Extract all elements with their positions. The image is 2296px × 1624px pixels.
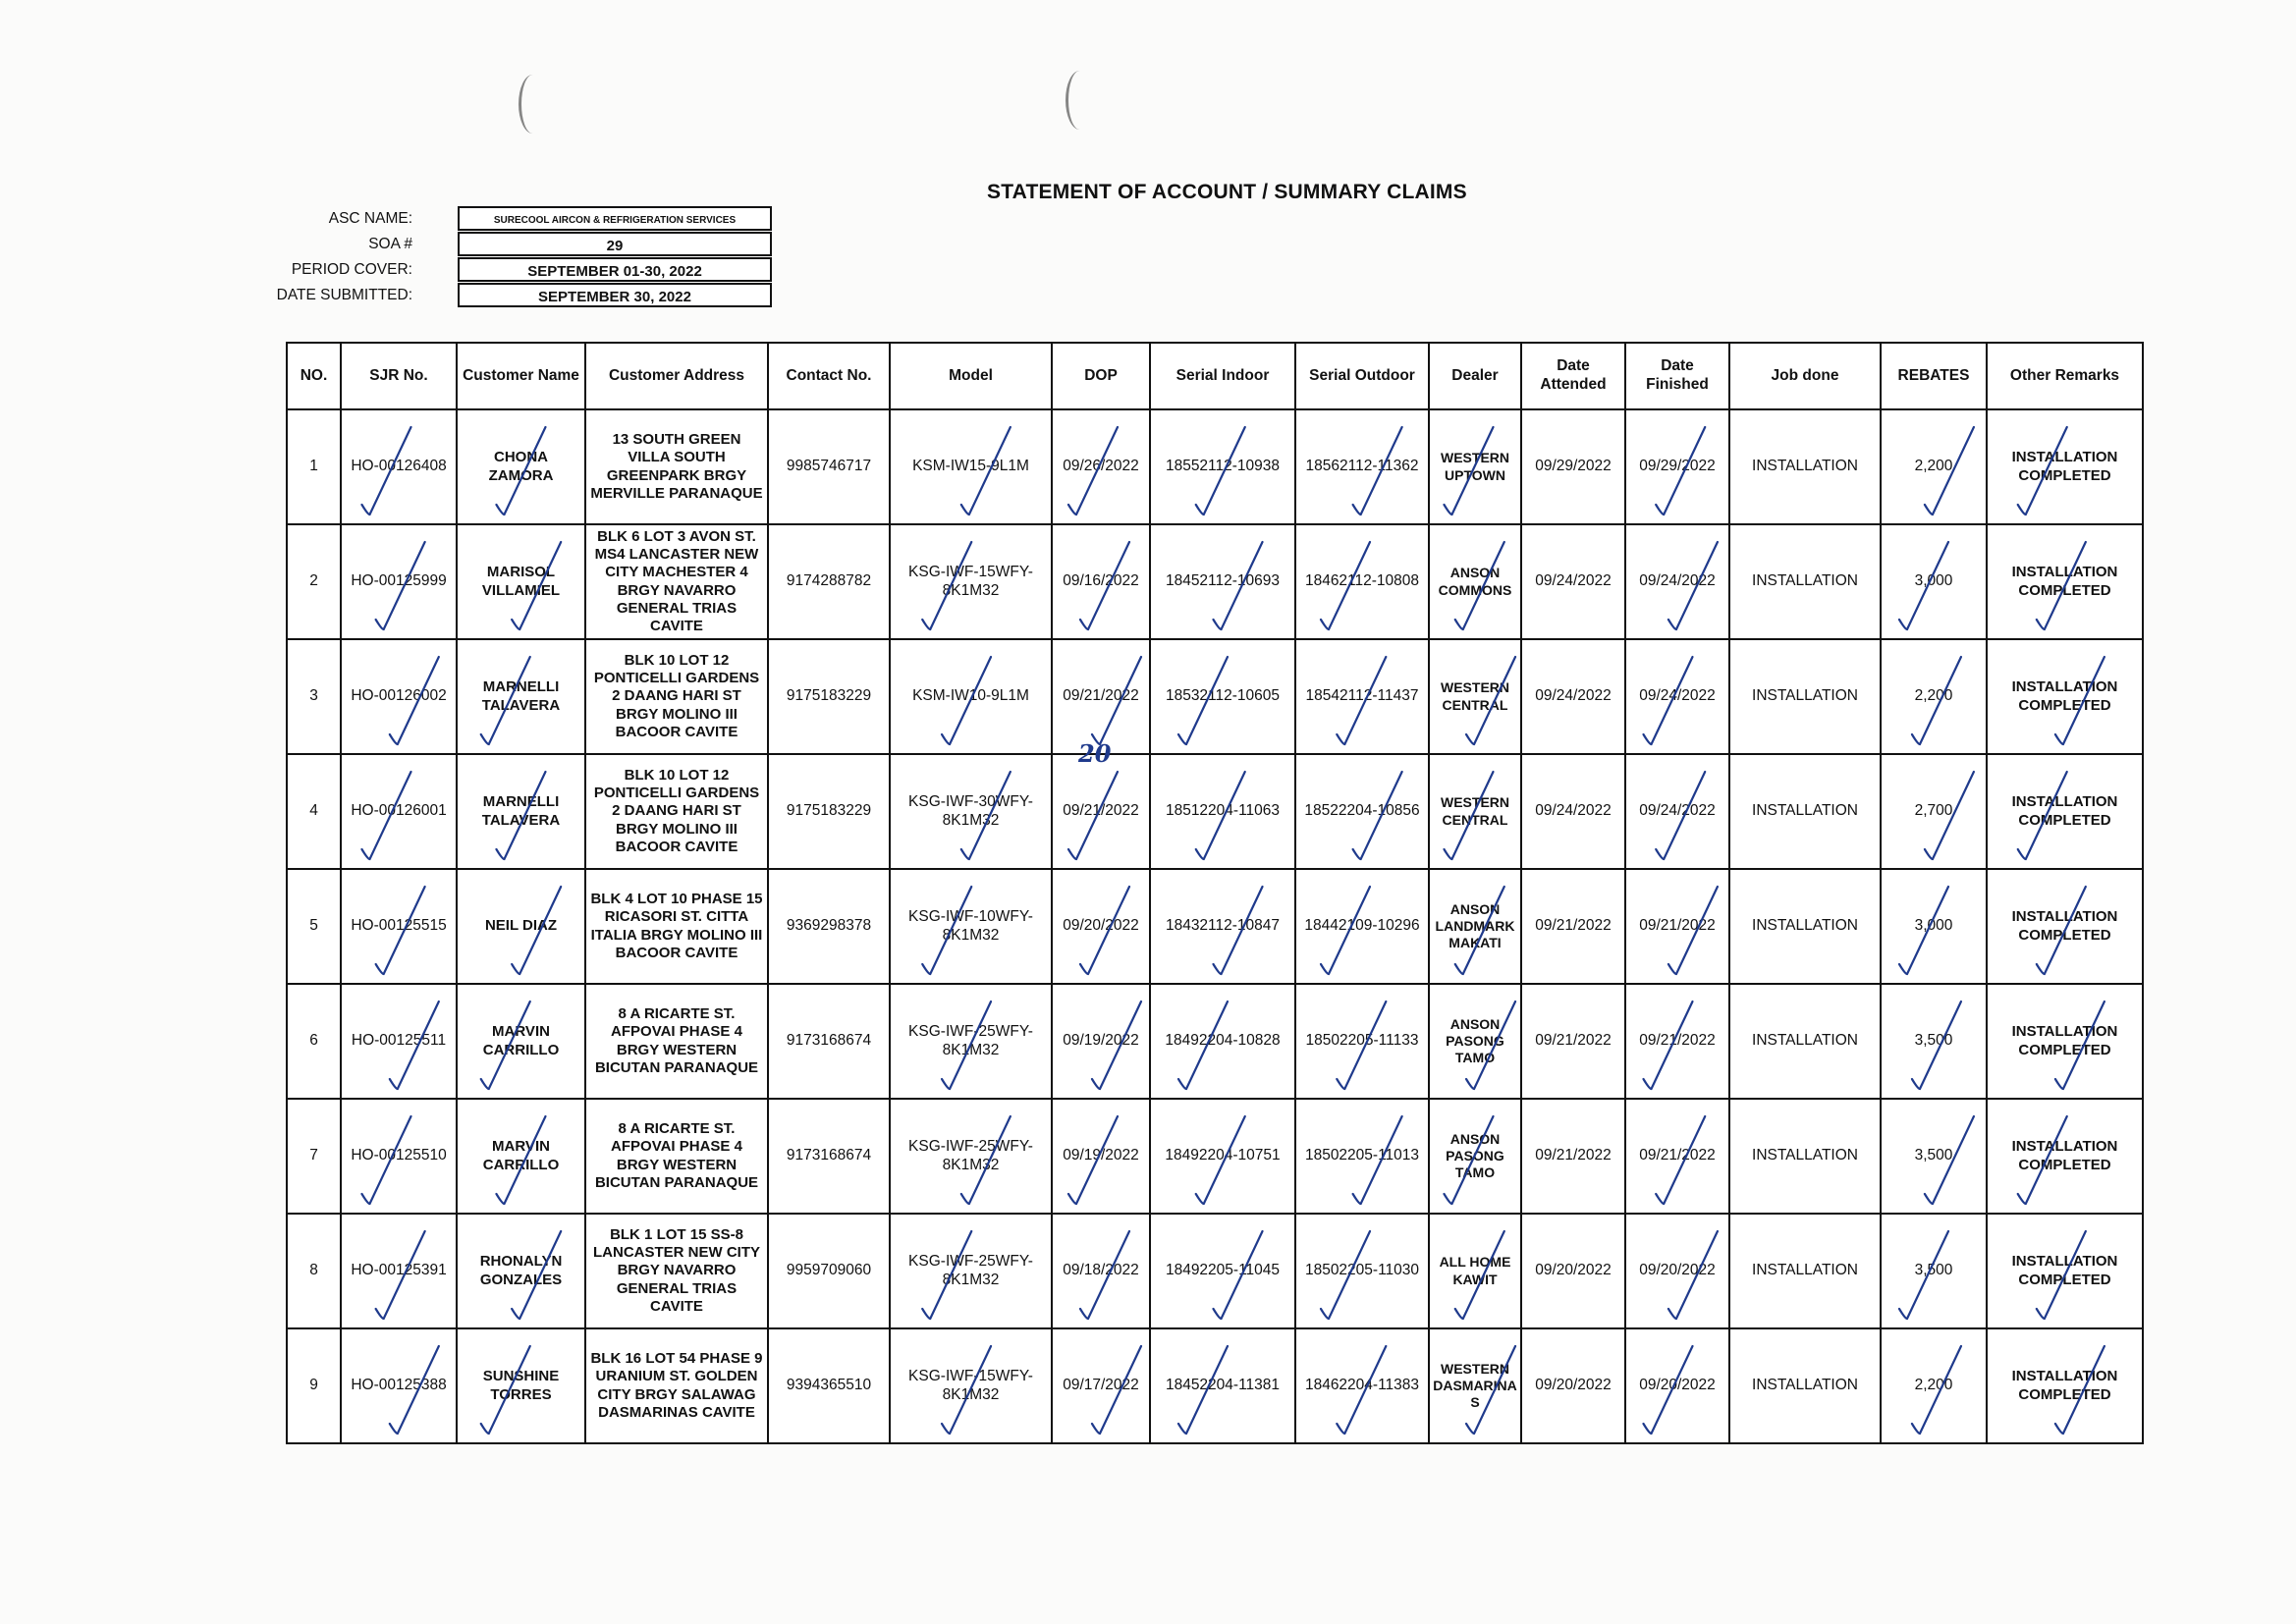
field-value: 29 [458,232,772,256]
date-of-purchase: 09/19/2022 [1052,1099,1150,1214]
serial-outdoor: 18522204-10856 [1295,754,1429,869]
claims-table [286,342,2144,1444]
date-of-purchase: 09/20/2022 [1052,869,1150,984]
customer-name: NEIL DIAZ [457,869,585,984]
table-row [287,409,2143,524]
serial-outdoor: 18562112-11362 [1295,409,1429,524]
rebates: 3,000 [1881,869,1987,984]
sjr-number: HO-00125510 [341,1099,457,1214]
col-header-sjr: SJR No. [341,343,457,409]
serial-indoor: 18492204-10828 [1150,984,1295,1099]
date-of-purchase: 09/21/2022 [1052,639,1150,754]
row-no: 3 [287,639,341,754]
date-of-purchase: 09/21/2022 [1052,754,1150,869]
customer-name: MARVIN CARRILLO [457,1099,585,1214]
dealer: WESTERN UPTOWN [1429,409,1521,524]
rebates: 3,500 [1881,1099,1987,1214]
serial-outdoor: 18542112-11437 [1295,639,1429,754]
job-done: INSTALLATION [1729,869,1881,984]
dealer: ANSON PASONG TAMO [1429,1099,1521,1214]
field-value: SEPTEMBER 01-30, 2022 [458,257,772,282]
contact-number: 9959709060 [768,1214,890,1328]
date-finished: 09/21/2022 [1625,1099,1729,1214]
contact-number: 9369298378 [768,869,890,984]
row-no: 9 [287,1328,341,1443]
customer-address: BLK 6 LOT 3 AVON ST. MS4 LANCASTER NEW CITY MACHESTER 4 BRGY NAVARRO GENERAL TRIAS CAVITE [585,524,768,639]
model: KSG-IWF-15WFY-8K1M32 [890,1328,1052,1443]
table-row [287,639,2143,754]
col-header-contact: Contact No. [768,343,890,409]
sjr-number: HO-00126408 [341,409,457,524]
customer-address: BLK 1 LOT 15 SS-8 LANCASTER NEW CITY BRGY NAVARRO GENERAL TRIAS CAVITE [585,1214,768,1328]
date-finished: 09/21/2022 [1625,869,1729,984]
model: KSG-IWF-25WFY-8K1M32 [890,984,1052,1099]
serial-indoor: 18492205-11045 [1150,1214,1295,1328]
col-header-date-finished: Date Finished [1625,343,1729,409]
date-finished: 09/29/2022 [1625,409,1729,524]
table-header-row [287,343,2143,409]
contact-number: 9174288782 [768,524,890,639]
date-of-purchase: 09/16/2022 [1052,524,1150,639]
customer-name: MARNELLI TALAVERA [457,754,585,869]
row-no: 4 [287,754,341,869]
serial-indoor: 18432112-10847 [1150,869,1295,984]
dealer: WESTERN CENTRAL [1429,754,1521,869]
job-done: INSTALLATION [1729,1214,1881,1328]
job-done: INSTALLATION [1729,754,1881,869]
field-value: SURECOOL AIRCON & REFRIGERATION SERVICES [458,206,772,231]
date-finished: 09/24/2022 [1625,754,1729,869]
sjr-number: HO-00125511 [341,984,457,1099]
col-header-serial-outdoor: Serial Outdoor [1295,343,1429,409]
model: KSM-IW10-9L1M [890,639,1052,754]
punch-mark-right [1066,71,1094,130]
dealer: ALL HOME KAWIT [1429,1214,1521,1328]
customer-address: BLK 10 LOT 12 PONTICELLI GARDENS 2 DAANG HARI ST BRGY MOLINO III BACOOR CAVITE [585,754,768,869]
rebates: 3,500 [1881,984,1987,1099]
col-header-date-attended: Date Attended [1521,343,1625,409]
other-remarks: INSTALLATION COMPLETED [1987,1099,2143,1214]
customer-name: SUNSHINE TORRES [457,1328,585,1443]
other-remarks: INSTALLATION COMPLETED [1987,754,2143,869]
date-attended: 09/24/2022 [1521,639,1625,754]
table-row [287,869,2143,984]
col-header-other-remarks: Other Remarks [1987,343,2143,409]
dealer: ANSON PASONG TAMO [1429,984,1521,1099]
customer-name: MARISOL VILLAMIEL [457,524,585,639]
serial-outdoor: 18462112-10808 [1295,524,1429,639]
date-of-purchase: 09/26/2022 [1052,409,1150,524]
table-row [287,1099,2143,1214]
model: KSG-IWF-25WFY-8K1M32 [890,1099,1052,1214]
sjr-number: HO-00126002 [341,639,457,754]
model: KSG-IWF-15WFY-8K1M32 [890,524,1052,639]
date-finished: 09/24/2022 [1625,639,1729,754]
dealer: ANSON LANDMARK MAKATI [1429,869,1521,984]
rebates: 2,700 [1881,754,1987,869]
other-remarks: INSTALLATION COMPLETED [1987,409,2143,524]
customer-name: MARVIN CARRILLO [457,984,585,1099]
dealer: WESTERN CENTRAL [1429,639,1521,754]
row-no: 5 [287,869,341,984]
model: KSG-IWF-25WFY-8K1M32 [890,1214,1052,1328]
field-label: PERIOD COVER: [291,261,412,278]
rebates: 2,200 [1881,639,1987,754]
field-value: SEPTEMBER 30, 2022 [458,283,772,307]
job-done: INSTALLATION [1729,1099,1881,1214]
customer-name: RHONALYN GONZALES [457,1214,585,1328]
model: KSM-IW15-9L1M [890,409,1052,524]
date-attended: 09/24/2022 [1521,754,1625,869]
job-done: INSTALLATION [1729,524,1881,639]
serial-outdoor: 18502205-11030 [1295,1214,1429,1328]
customer-name: CHONA ZAMORA [457,409,585,524]
contact-number: 9985746717 [768,409,890,524]
punch-mark-left [519,75,547,134]
contact-number: 9173168674 [768,984,890,1099]
sjr-number: HO-00126001 [341,754,457,869]
date-attended: 09/21/2022 [1521,869,1625,984]
serial-outdoor: 18502205-11133 [1295,984,1429,1099]
other-remarks: INSTALLATION COMPLETED [1987,639,2143,754]
customer-address: 13 SOUTH GREEN VILLA SOUTH GREENPARK BRGY MERVILLE PARANAQUE [585,409,768,524]
col-header-no: NO. [287,343,341,409]
col-header-serial-indoor: Serial Indoor [1150,343,1295,409]
sjr-number: HO-00125388 [341,1328,457,1443]
serial-indoor: 18452112-10693 [1150,524,1295,639]
job-done: INSTALLATION [1729,639,1881,754]
dealer: WESTERN DASMARINAS [1429,1328,1521,1443]
date-attended: 09/21/2022 [1521,984,1625,1099]
customer-address: 8 A RICARTE ST. AFPOVAI PHASE 4 BRGY WESTERN BICUTAN PARANAQUE [585,1099,768,1214]
row-no: 1 [287,409,341,524]
customer-address: 8 A RICARTE ST. AFPOVAI PHASE 4 BRGY WESTERN BICUTAN PARANAQUE [585,984,768,1099]
serial-indoor: 18512204-11063 [1150,754,1295,869]
col-header-model: Model [890,343,1052,409]
model: KSG-IWF-30WFY-8K1M32 [890,754,1052,869]
other-remarks: INSTALLATION COMPLETED [1987,524,2143,639]
col-header-dop: DOP [1052,343,1150,409]
date-finished: 09/24/2022 [1625,524,1729,639]
contact-number: 9394365510 [768,1328,890,1443]
serial-indoor: 18532112-10605 [1150,639,1295,754]
date-of-purchase: 09/19/2022 [1052,984,1150,1099]
col-header-job-done: Job done [1729,343,1881,409]
job-done: INSTALLATION [1729,409,1881,524]
table-row [287,1328,2143,1443]
date-finished: 09/20/2022 [1625,1214,1729,1328]
model: KSG-IWF-10WFY-8K1M32 [890,869,1052,984]
document-title: STATEMENT OF ACCOUNT / SUMMARY CLAIMS [987,181,1467,203]
serial-indoor: 18452204-11381 [1150,1328,1295,1443]
serial-indoor: 18552112-10938 [1150,409,1295,524]
row-no: 6 [287,984,341,1099]
sjr-number: HO-00125515 [341,869,457,984]
rebates: 2,200 [1881,1328,1987,1443]
other-remarks: INSTALLATION COMPLETED [1987,869,2143,984]
date-finished: 09/21/2022 [1625,984,1729,1099]
date-attended: 09/20/2022 [1521,1328,1625,1443]
other-remarks: INSTALLATION COMPLETED [1987,1214,2143,1328]
date-attended: 09/21/2022 [1521,1099,1625,1214]
field-label: DATE SUBMITTED: [276,287,412,303]
contact-number: 9175183229 [768,754,890,869]
customer-address: BLK 16 LOT 54 PHASE 9 URANIUM ST. GOLDEN CITY BRGY SALAWAG DASMARINAS CAVITE [585,1328,768,1443]
row-no: 2 [287,524,341,639]
contact-number: 9175183229 [768,639,890,754]
date-of-purchase: 09/18/2022 [1052,1214,1150,1328]
col-header-rebates: REBATES [1881,343,1987,409]
rebates: 2,200 [1881,409,1987,524]
other-remarks: INSTALLATION COMPLETED [1987,1328,2143,1443]
table-row [287,754,2143,869]
customer-name: MARNELLI TALAVERA [457,639,585,754]
table-row [287,524,2143,639]
date-of-purchase: 09/17/2022 [1052,1328,1150,1443]
table-row [287,1214,2143,1328]
sjr-number: HO-00125999 [341,524,457,639]
job-done: INSTALLATION [1729,1328,1881,1443]
dealer: ANSON COMMONS [1429,524,1521,639]
field-label: ASC NAME: [328,210,412,227]
job-done: INSTALLATION [1729,984,1881,1099]
customer-address: BLK 10 LOT 12 PONTICELLI GARDENS 2 DAANG HARI ST BRGY MOLINO III BACOOR CAVITE [585,639,768,754]
serial-outdoor: 18442109-10296 [1295,869,1429,984]
col-header-dealer: Dealer [1429,343,1521,409]
row-no: 7 [287,1099,341,1214]
sjr-number: HO-00125391 [341,1214,457,1328]
contact-number: 9173168674 [768,1099,890,1214]
row-no: 8 [287,1214,341,1328]
field-label: SOA # [368,236,412,252]
other-remarks: INSTALLATION COMPLETED [1987,984,2143,1099]
col-header-customer-address: Customer Address [585,343,768,409]
date-attended: 09/29/2022 [1521,409,1625,524]
serial-indoor: 18492204-10751 [1150,1099,1295,1214]
handwritten-note: 20 [1078,739,1112,768]
serial-outdoor: 18502205-11013 [1295,1099,1429,1214]
col-header-customer-name: Customer Name [457,343,585,409]
table-row [287,984,2143,1099]
date-attended: 09/24/2022 [1521,524,1625,639]
date-finished: 09/20/2022 [1625,1328,1729,1443]
customer-address: BLK 4 LOT 10 PHASE 15 RICASORI ST. CITTA ITALIA BRGY MOLINO III BACOOR CAVITE [585,869,768,984]
date-attended: 09/20/2022 [1521,1214,1625,1328]
rebates: 3,000 [1881,524,1987,639]
serial-outdoor: 18462204-11383 [1295,1328,1429,1443]
rebates: 3,500 [1881,1214,1987,1328]
